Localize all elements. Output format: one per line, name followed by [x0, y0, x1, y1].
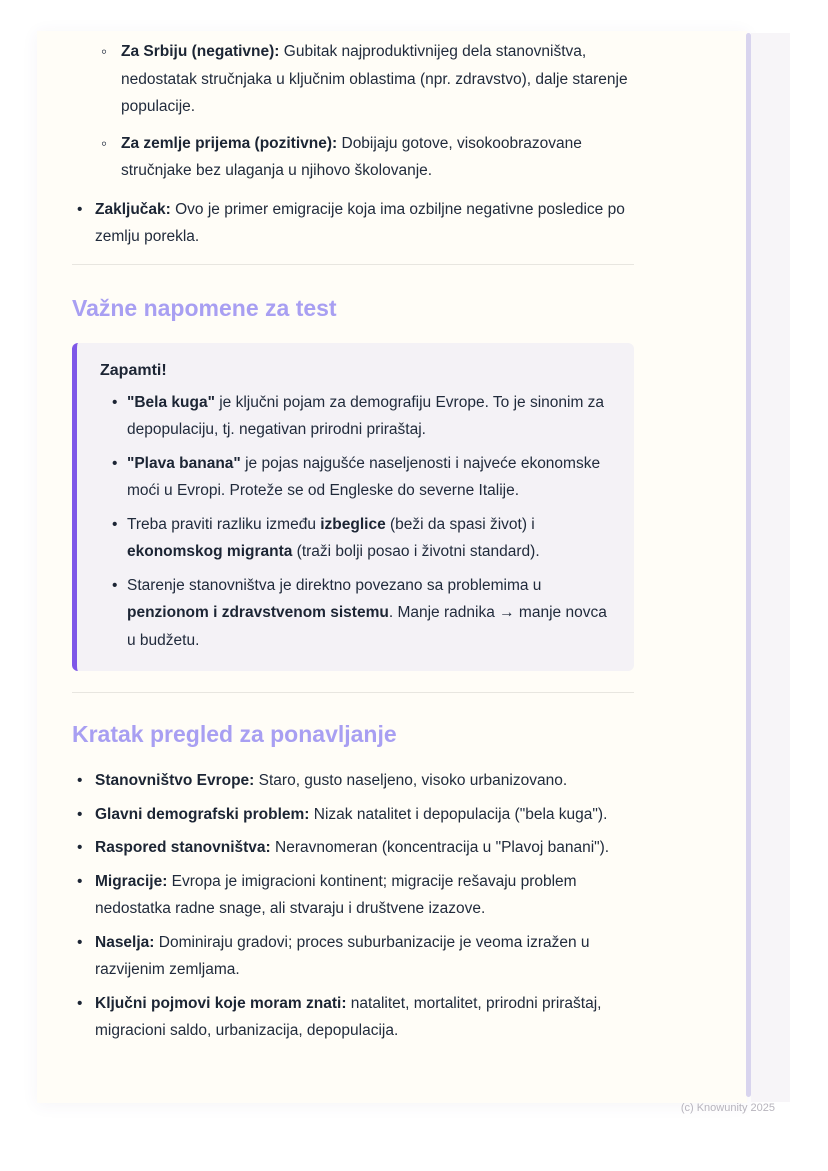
list-item: • "Plava banana" je pojas najgušće naseljenosti i najveće ekonomske moći u Evropi. Proteže se od Engleske do severne Italije.	[100, 450, 610, 505]
scrollbar-thumb[interactable]	[746, 33, 751, 1097]
section-title-notes: Važne napomene za test	[72, 294, 337, 321]
section-title-review: Kratak pregled za ponavljanje	[72, 721, 397, 747]
callout-box	[72, 343, 634, 672]
callout-list	[100, 389, 610, 655]
list-item: • Ključni pojmovi koje moram znati: natalitet, mortalitet, prirodni priraštaj, migracioni saldo, urbanizacija, depopulacija.	[72, 990, 634, 1045]
list-item: • "Bela kuga" je ključni pojam za demografiju Evrope. To je sinonim za depopulaciju, tj. negativan prirodni priraštaj.	[100, 389, 610, 444]
review-list	[72, 767, 634, 1045]
intro-main-list	[72, 196, 634, 251]
footer-credit: (c) Knowunity 2025	[680, 1102, 775, 1114]
list-item: • Migracije: Evropa je imigracioni kontinent; migracije rešavaju problem nedostatka radne snage, ali stvaraju i društvene izazove.	[72, 868, 634, 923]
list-item: • Zaključak: Ovo je primer emigracije koja ima ozbiljne negativne posledice po zemlju porekla.	[72, 196, 634, 251]
intro-sub-list	[72, 38, 634, 185]
list-item: • Raspored stanovništva: Neravnomeran (koncentracija u "Plavoj banani").	[72, 834, 634, 862]
divider	[72, 692, 634, 693]
list-item: ◦ Za Srbiju (negativne): Gubitak najproduktivnijeg dela stanovništva, nedostatak stručnjaka u ključnim oblastima (npr. zdravstvo), dalje starenje populacije.	[72, 38, 634, 121]
page-content	[37, 31, 747, 1045]
list-item: • Stanovništvo Evrope: Staro, gusto naseljeno, visoko urbanizovano.	[72, 767, 634, 795]
list-item: • Treba praviti razliku između izbeglice (beži da spasi život) i ekonomskog migranta (traži bolji posao i životni standard).	[100, 511, 610, 566]
viewer-right-margin	[751, 33, 790, 1102]
document-page	[37, 31, 747, 1103]
callout-title: Zapamti!	[100, 361, 167, 379]
list-item: • Starenje stanovništva je direktno povezano sa problemima u penzionom i zdravstvenom sistemu. Manje radnika → manje novca u budžetu.	[100, 572, 610, 655]
list-item: • Naselja: Dominiraju gradovi; proces suburbanizacije je veoma izražen u razvijenim zemljama.	[72, 929, 634, 984]
divider	[72, 264, 634, 265]
list-item: • Glavni demografski problem: Nizak natalitet i depopulacija ("bela kuga").	[72, 801, 634, 829]
list-item: ◦ Za zemlje prijema (pozitivne): Dobijaju gotove, visokoobrazovane stručnjake bez ulaganja u njihovo školovanje.	[72, 130, 634, 185]
